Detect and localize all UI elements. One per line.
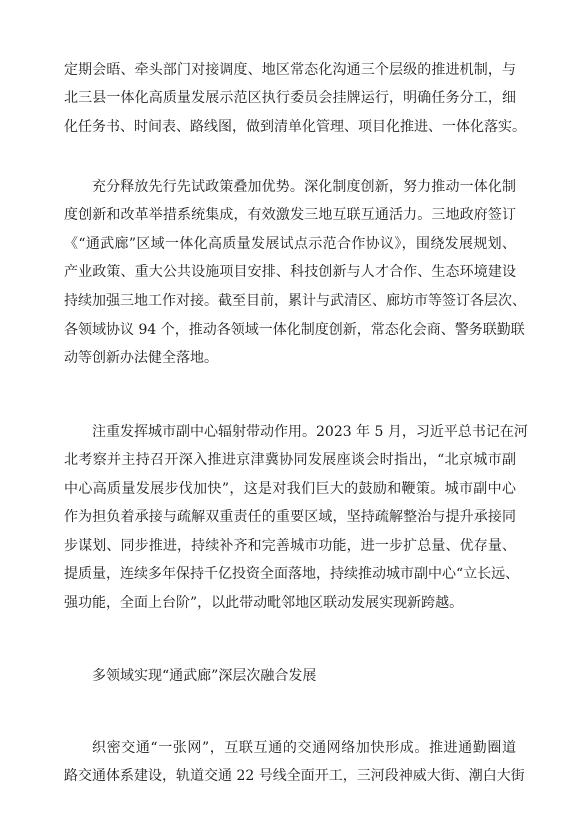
paragraph-2-line-2: 度创新和改革举措系统集成，有效激发三地互联互通活力。三地政府签订 [64,207,516,223]
paragraph-2-line-5: 持续加强三地工作对接。截至目前，累计与武清区、廊坊市等签订各层次、 [64,293,526,309]
paragraph-3-line-2: 北考察并主持召开深入推进京津冀协同发展座谈会时指出，“北京城市副 [64,452,516,468]
paragraph-3-line-4: 作为担负着承接与疏解双重责任的重要区域，坚持疏解整治与提升承接同 [64,509,516,525]
paragraph-3-line-5: 步谋划、同步推进，持续补齐和完善城市功能，进一步扩总量、优存量、 [64,538,516,554]
paragraph-4-line-2: 路交通体系建设，轨道交通 22 号线全面开工，三河段神威大街、潮白大街 [64,768,525,784]
paragraph-3-line-6: 提质量，连续多年保持千亿投资全面落地，持续推动城市副中心“立长远、 [64,566,520,582]
paragraph-2-line-6: 各领域协议 94 个，推动各领域一体化制度创新，常态化会商、警务联勤联 [64,322,525,338]
paragraph-1-line-2: 北三县一体化高质量发展示范区执行委员会挂牌运行，明确任务分工，细 [64,90,516,106]
section-heading: 多领域实现“通武廊”深层次融合发展 [92,668,317,684]
paragraph-3-line-7: 强功能，全面上台阶”，以此带动毗邻地区联动发展实现新跨越。 [64,595,464,611]
paragraph-2-line-7: 动等创新办法健全落地。 [64,350,218,366]
paragraph-2-line-4: 产业政策、重大公共设施项目安排、科技创新与人才合作、生态环境建设 [64,264,516,280]
paragraph-3-line-3: 中心高质量发展步伐加快”，这是对我们巨大的鼓励和鞭策。城市副中心 [64,481,516,497]
paragraph-3-line-1: 注重发挥城市副中心辐射带动作用。2023 年 5 月，习近平总书记在河 [92,424,528,440]
paragraph-2-line-1: 充分释放先行先试政策叠加优势。深化制度创新，努力推动一体化制 [92,179,516,195]
paragraph-2-line-3: 《“通武廊”区域一体化高质量发展试点示范合作协议》，围绕发展规划、 [64,236,516,252]
paragraph-1-line-3: 化任务书、时间表、路线图，做到清单化管理、项目化推进、一体化落实。 [64,119,526,135]
paragraph-1-line-1: 定期会晤、牵头部门对接调度、地区常态化沟通三个层级的推进机制，与 [64,62,516,78]
paragraph-4-line-1: 织密交通“一张网”，互联互通的交通网络加快形成。推进通勤圈道 [92,740,516,756]
